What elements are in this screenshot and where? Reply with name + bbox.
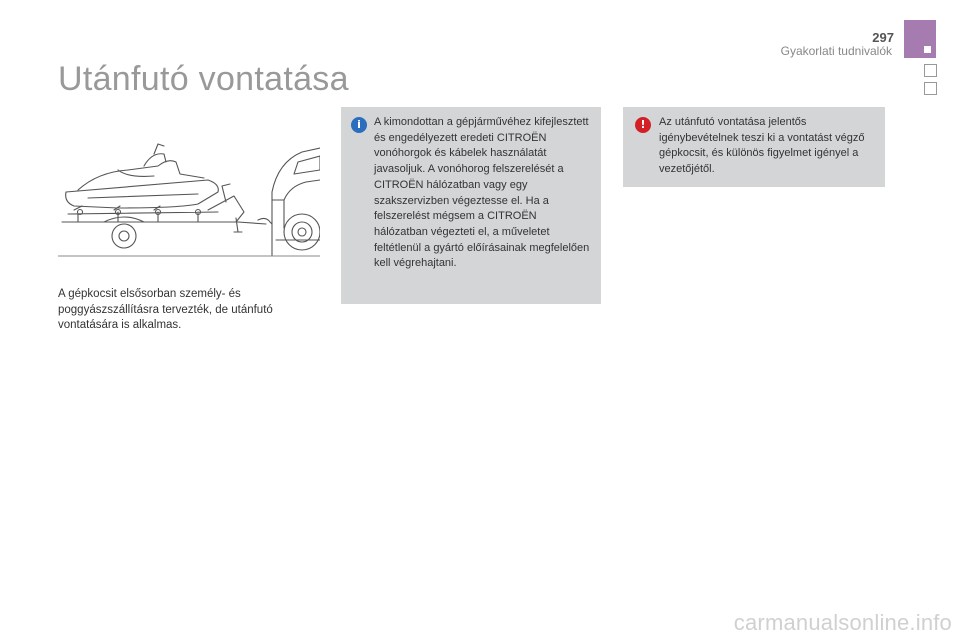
- section-tab-empty-1[interactable]: [924, 64, 937, 77]
- trailer-frame: [62, 212, 266, 224]
- active-tab-marker-icon: [924, 46, 931, 53]
- watermark: carmanualsonline.info: [733, 610, 952, 635]
- page-number: 297: [872, 30, 894, 45]
- trailer-wheel-icon: [112, 224, 136, 248]
- warning-text: Az utánfutó vontatása jelentős igénybevételnek teszi ki a vontatást végző gépkocsit, és különös figyelmet igényel a vezetőjétől.: [659, 116, 865, 176]
- info-box: [341, 107, 601, 304]
- intro-text: A gépkocsit elsősorban személy- és poggyászszállításra tervezték, de utánfutó vontatására is alkalmas.: [58, 288, 273, 331]
- section-tab-active[interactable]: [904, 20, 936, 58]
- page-title: Utánfutó vontatása: [58, 60, 349, 98]
- car-wheel-icon: [284, 214, 320, 250]
- warning-box: [623, 107, 885, 187]
- warning-icon: !: [635, 117, 651, 133]
- section-tab-empty-2[interactable]: [924, 82, 937, 95]
- info-icon: i: [351, 117, 367, 133]
- info-text: A kimondottan a gépjárművéhez kifejlesztett és engedélyezett eredeti CITROËN vonóhorgok és kábelek használatát javasoljuk. A vonóhorog felszerelését a CITROËN hálózatban vagy egy szakszervizben végeztesse el. Ha a felszerelést mégsem a CITROËN hálózatban végezteti el, a műveletet feltétlenül a gyártó előírásainak megfelelően kell végrehajtani.: [374, 116, 590, 270]
- section-name: Gyakorlati tudnivalók: [780, 44, 892, 58]
- trailer-towing-illustration: [58, 140, 320, 258]
